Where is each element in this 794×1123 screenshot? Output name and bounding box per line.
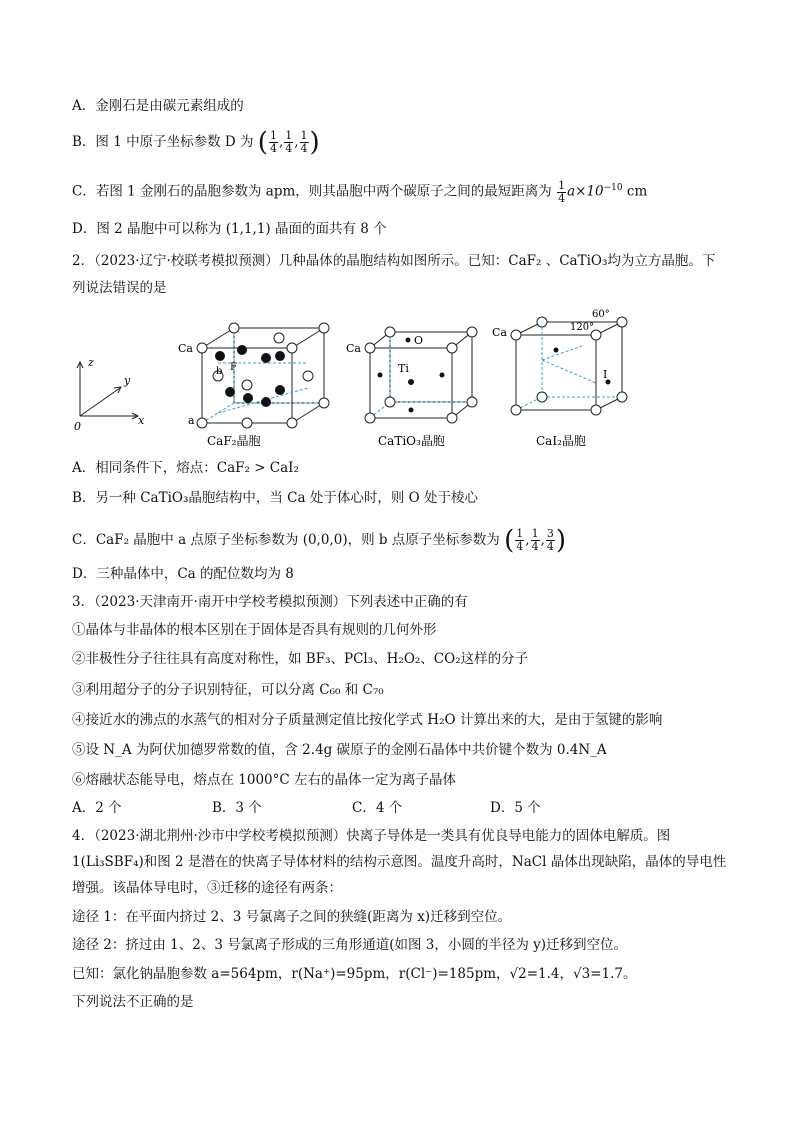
- catio3-ca-label: Ca: [346, 342, 361, 355]
- q4-line-2: 1(Li₃SBF₄)和图 2 是潜在的快离子导体材料的结构示意图。温度升高时，NaCl 晶体出现缺陷，晶体的导电性: [72, 854, 727, 870]
- q1-option-c-expr: a×10: [567, 183, 604, 200]
- cai2-i-label: I: [603, 368, 608, 381]
- cai2-angle-120: 120°: [570, 322, 595, 333]
- q2-option-b: B．另一种 CaTiO₃晶胞结构中，当 Ca 处于体心时，则 O 处于棱心: [72, 490, 479, 506]
- fraction: $\frac{1}{4}$: [269, 129, 277, 155]
- caf2-caption: CaF₂晶胞: [207, 434, 261, 448]
- q3-statement-6: ⑥熔融状态能导电，熔点在 1000°C 左右的晶体一定为离子晶体: [72, 772, 457, 788]
- q3-statement-2: ②非极性分子往往具有高度对称性，如 BF₃、PCl₃、H₂O₂、CO₂这样的分子: [72, 651, 529, 667]
- q3-statement-1: ①晶体与非晶体的根本区别在于固体是否具有规则的几何外形: [72, 622, 437, 638]
- axis-z-label: z: [88, 356, 94, 369]
- q1-option-b-text: B．图 1 中原子坐标参数 D 为: [72, 134, 254, 150]
- fraction: $\frac{1}{4}$: [516, 527, 524, 553]
- fraction: $\frac{1}{4}$: [531, 527, 539, 553]
- q2-option-a: A．相同条件下，熔点：CaF₂ > CaI₂: [72, 460, 299, 476]
- fraction: $\frac{1}{4}$: [300, 129, 308, 155]
- q3-option-c: C．4 个: [352, 800, 403, 816]
- q3-option-b: B．3 个: [212, 800, 262, 816]
- q3-statement-4: ④接近水的沸点的水蒸气的相对分子质量测定值比按化学式 H₂O 计算出来的大，是由于氢键的影响: [72, 712, 663, 728]
- paren-close: ): [555, 525, 567, 556]
- cai2-cell: [511, 317, 627, 415]
- q4-line-6: 已知：氯化钠晶胞参数 a=564pm，r(Na⁺)=95pm，r(Cl⁻)=185pm，√2=1.4，√3=1.7。: [72, 966, 637, 982]
- caf2-a-label: a: [188, 414, 195, 427]
- axis-origin-label: 0: [74, 420, 81, 433]
- q3-statement-5: ⑤设 N_A 为阿伏加德罗常数的值，含 2.4g 碳原子的金刚石晶体中共价键个数为 0.4N_A: [72, 742, 607, 758]
- cai2-ca-label: Ca: [492, 326, 507, 339]
- catio3-ti-label: Ti: [398, 362, 409, 375]
- paren-close: ): [309, 127, 320, 158]
- q3-option-d: D．5 个: [490, 800, 541, 816]
- paren-open: (: [257, 127, 268, 158]
- paren-open: (: [504, 525, 515, 556]
- q4-line-1: 4．（2023·湖北荆州·沙市中学校考模拟预测）快离子导体是一类具有优良导电能力的固体电解质。图: [72, 828, 671, 844]
- axis-x-label: x: [138, 414, 145, 427]
- q4-line-7: 下列说法不正确的是: [72, 994, 194, 1010]
- axis-y-label: y: [124, 374, 131, 387]
- q2-option-c-text: C．CaF₂ 晶胞中 a 点原子坐标参数为 (0,0,0)，则 b 点原子坐标参数为: [72, 532, 500, 548]
- unit: cm: [622, 183, 648, 200]
- crystal-cells-figure: [70, 309, 650, 453]
- catio3-o-label: O: [414, 334, 424, 347]
- cai2-caption: CaI₂晶胞: [536, 434, 586, 448]
- q4-line-5: 途径 2：挤过由 1、2、3 号氯离子形成的三角形通道(如图 3，小圆的半径为 y)迁移到空位。: [72, 937, 628, 953]
- q3-option-a: A．2 个: [72, 800, 122, 816]
- q1-option-a: A．金刚石是由碳元素组成的: [72, 98, 244, 114]
- catio3-caption: CaTiO₃晶胞: [378, 434, 445, 448]
- q2-stem-line2: 列说法错误的是: [72, 280, 167, 296]
- q1-option-b: B．图 1 中原子坐标参数 D 为 ( $\frac{1}{4}$ , $\frac{1}{4}$ , $\frac{1}{4}$ ): [72, 127, 320, 158]
- fraction: $\frac{3}{4}$: [546, 527, 554, 553]
- q3-options: [72, 798, 541, 818]
- caf2-b-label: b: [216, 366, 223, 377]
- fraction: $\frac{1}{4}$: [558, 178, 566, 205]
- caf2-ca-label: Ca: [178, 342, 193, 355]
- cai2-angle-60: 60°: [592, 309, 610, 320]
- caf2-f-label: F: [230, 362, 237, 373]
- axes-diagram: [77, 362, 138, 419]
- q1-option-c-text: C．若图 1 金刚石的晶胞参数为 apm，则其晶胞中两个碳原子之间的最短距离为: [72, 183, 552, 200]
- q2-option-c: C．CaF₂ 晶胞中 a 点原子坐标参数为 (0,0,0)，则 b 点原子坐标参数为 ( $\frac{1}{4}$ , $\frac{1}{4}$ , $\frac{3}{4}$ ): [72, 525, 567, 556]
- q2-stem-line1: 2．（2023·辽宁·校联考模拟预测）几种晶体的晶胞结构如图所示。已知：CaF₂ 、CaTiO₃均为立方晶胞。下: [72, 253, 716, 269]
- q4-line-3: 增强。该晶体导电时，③迁移的途径有两条：: [72, 880, 342, 896]
- fraction: $\frac{1}{4}$: [285, 129, 293, 155]
- q1-option-c: [72, 178, 647, 205]
- q3-statement-3: ③利用超分子的分子识别特征，可以分离 C₆₀ 和 C₇₀: [72, 682, 384, 698]
- q2-option-d: D．三种晶体中，Ca 的配位数均为 8: [72, 566, 294, 582]
- q4-line-4: 途径 1：在平面内挤过 2、3 号氯离子之间的狭缝(距离为 x)迁移到空位。: [72, 909, 512, 925]
- q3-stem: 3．（2023·天津南开·南开中学校考模拟预测）下列表述中正确的有: [72, 594, 468, 610]
- q1-option-d: D．图 2 晶胞中可以称为 (1,1,1) 晶面的面共有 8 个: [72, 221, 387, 237]
- exponent: −10: [603, 183, 623, 193]
